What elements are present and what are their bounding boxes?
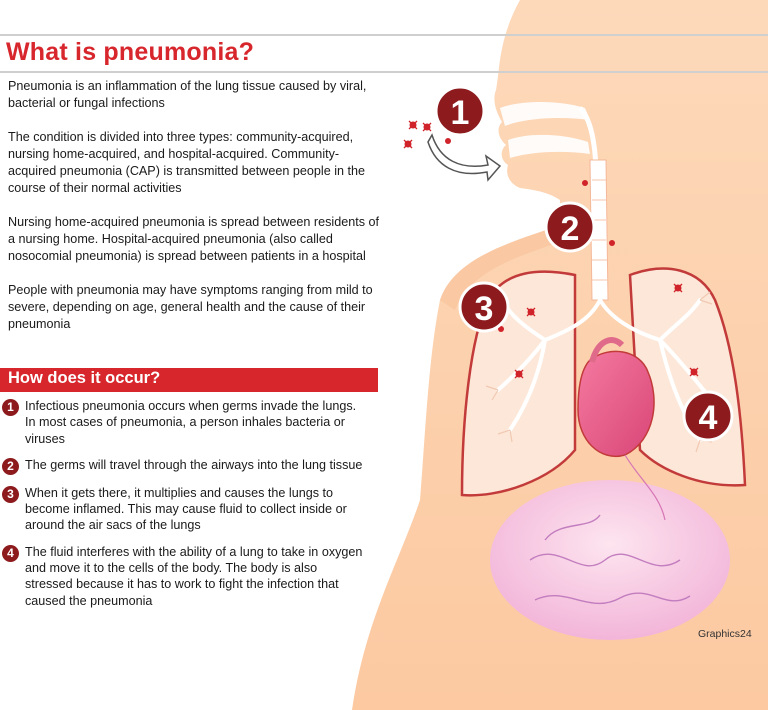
top-divider [0, 34, 768, 36]
steps-list [2, 398, 368, 619]
section-title: How does it occur? [8, 369, 161, 387]
marker-3-label: 3 [474, 290, 494, 328]
marker-4-label: 4 [698, 399, 718, 437]
intro-paragraph: People with pneumonia may have symptoms ranging from mild to severe, depending on age, general health and the cause of their pneumonia [8, 283, 373, 331]
diagram-marker-3 [460, 283, 508, 331]
abdomen [490, 480, 730, 640]
step-item [2, 485, 368, 534]
marker-2-label: 2 [560, 210, 580, 248]
step-text: The fluid interferes with the ability of a lung to take in oxygen and move it to the cells of the body. The body is also stressed because it has to work to fight the infection that caused the pneumonia [25, 544, 363, 608]
heart [578, 351, 654, 456]
intro-paragraph: The condition is divided into three types: community-acquired, nursing home-acquired, and hospital-acquired. Community-acquired pneumonia (CAP) is transmitted between people in the course of their normal activities [8, 130, 366, 195]
intro-text [8, 78, 380, 350]
step-text: Infectious pneumonia occurs when germs invade the lungs. In most cases of pneumonia, a person inhales bacteria or viruses [25, 399, 357, 446]
step-text: The germs will travel through the airways into the lung tissue [25, 457, 363, 472]
diagram-marker-4 [684, 392, 732, 440]
step-text: When it gets there, it multiplies and causes the lungs to become inflamed. This may cause fluid to collect inside or around the air sacs of the lungs [25, 485, 347, 533]
intro-paragraph: Pneumonia is an inflammation of the lung tissue caused by viral, bacterial or fungal infections [8, 79, 367, 110]
diagram-marker-2 [546, 203, 594, 251]
step-item [2, 544, 368, 609]
step-item [2, 398, 368, 447]
graphics-credit: Graphics24 [698, 628, 752, 640]
step-item [2, 457, 368, 475]
step-number-badge: 2 [2, 458, 19, 475]
step-number-badge: 4 [2, 545, 19, 562]
title-divider [0, 71, 768, 73]
airflow-arrow [428, 135, 500, 180]
step-number-badge: 3 [2, 486, 19, 503]
diagram-marker-1 [436, 87, 484, 135]
page-title: What is pneumonia? [6, 38, 255, 66]
intro-paragraph: Nursing home-acquired pneumonia is spread between residents of a nursing home. Hospital-acquired pneumonia (also called nosocomial pneumonia) is spread between patients in a hospital [8, 215, 380, 263]
marker-1-label: 1 [450, 94, 470, 132]
step-number-badge: 1 [2, 399, 19, 416]
